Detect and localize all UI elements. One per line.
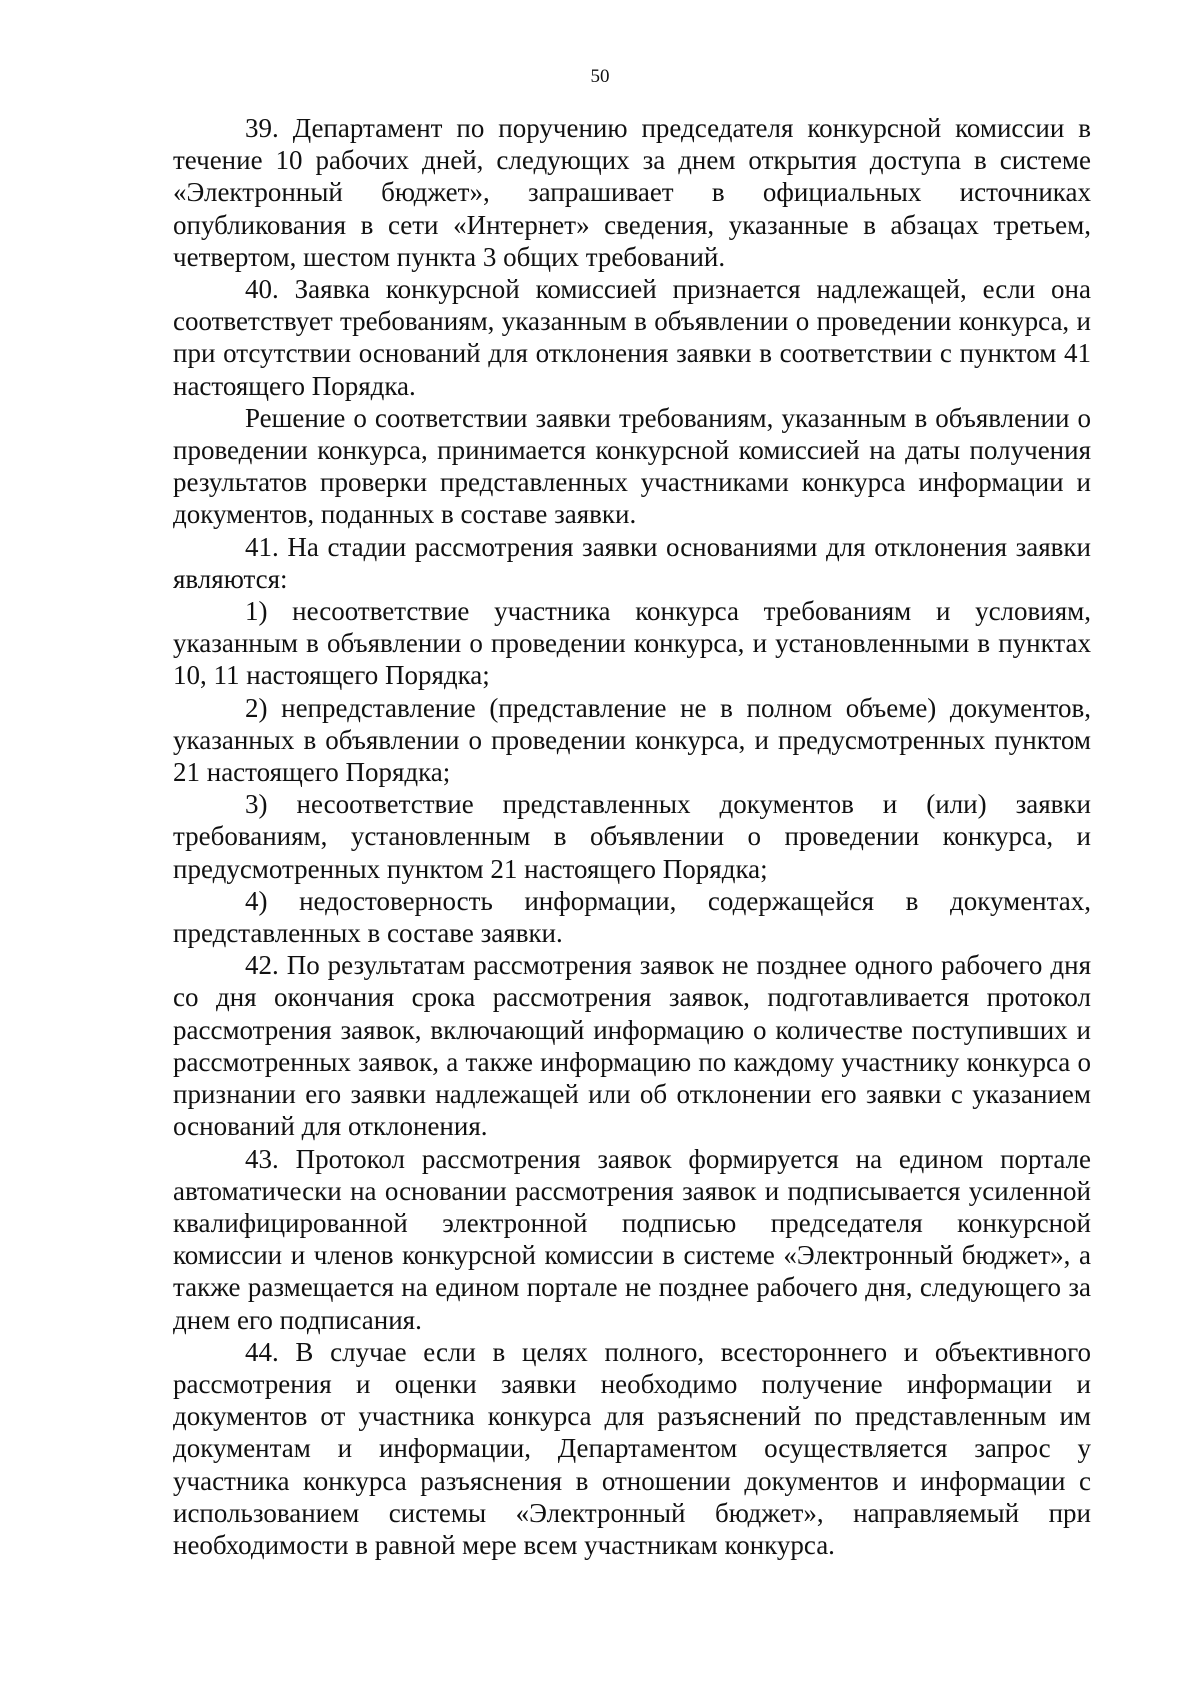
paragraph-43: 43. Протокол рассмотрения заявок формируется на едином портале автоматически на основании рассмотрения заявок и подписывается усиленной квалифицированной электронной подписью председателя конкурсной комиссии и членов конкурсной комиссии в системе «Электронный бюджет», а также размещается на едином портале не позднее рабочего дня, следующего за днем его подписания.: [173, 1143, 1091, 1335]
paragraph-40-decision: Решение о соответствии заявки требованиям, указанным в объявлении о проведении конкурса, принимается конкурсной комиссией на даты получения результатов проверки представленных участниками конкурса информации и документов, поданных в составе заявки.: [173, 402, 1091, 530]
paragraph-41-item-2: 2) непредставление (представление не в полном объеме) документов, указанных в объявлении о проведении конкурса, и предусмотренных пунктом 21 настоящего Порядка;: [173, 692, 1091, 788]
paragraph-41-item-3: 3) несоответствие представленных документов и (или) заявки требованиям, установленным в объявлении о проведении конкурса, и предусмотренных пунктом 21 настоящего Порядка;: [173, 789, 1091, 884]
document-body: [173, 112, 1091, 1561]
paragraph-44: 44. В случае если в целях полного, всестороннего и объективного рассмотрения и оценки заявки необходимо получение информации и документов от участника конкурса для разъяснений по представленным им документам и информации, Департаментом осуществляется запрос у участника конкурса разъяснения в отношении документов и информации с использованием системы «Электронный бюджет», направляемый при необходимости в равной мере всем участникам конкурса.: [173, 1336, 1091, 1560]
page-number: 50: [590, 66, 610, 87]
paragraph-39: 39. Департамент по поручению председателя конкурсной комиссии в течение 10 рабочих дней, следующих за днем открытия доступа в системе «Электронный бюджет», запрашивает в официальных источниках опубликования в сети «Интернет» сведения, указанные в абзацах третьем, четвертом, шестом пункта 3 общих требований.: [173, 113, 1091, 272]
paragraph-42: 42. По результатам рассмотрения заявок не позднее одного рабочего дня со дня окончания срока рассмотрения заявок, подготавливается протокол рассмотрения заявок, включающий информацию о количестве поступивших и рассмотренных заявок, а также информацию по каждому участнику конкурса о признании его заявки надлежащей или об отклонении его заявки с указанием оснований для отклонения.: [173, 950, 1091, 1142]
paragraph-41-item-1: 1) несоответствие участника конкурса требованиям и условиям, указанным в объявлении о проведении конкурса, и установленными в пунктах 10, 11 настоящего Порядка;: [173, 596, 1091, 691]
paragraph-41: 41. На стадии рассмотрения заявки основаниями для отклонения заявки являются:: [173, 531, 1091, 594]
paragraph-40: 40. Заявка конкурсной комиссией признается надлежащей, если она соответствует требованиям, указанным в объявлении о проведении конкурса, и при отсутствии оснований для отклонения заявки в соответствии с пунктом 41 настоящего Порядка.: [173, 274, 1091, 401]
paragraph-41-item-4: 4) недостоверность информации, содержащейся в документах, представленных в составе заявки.: [173, 885, 1091, 949]
